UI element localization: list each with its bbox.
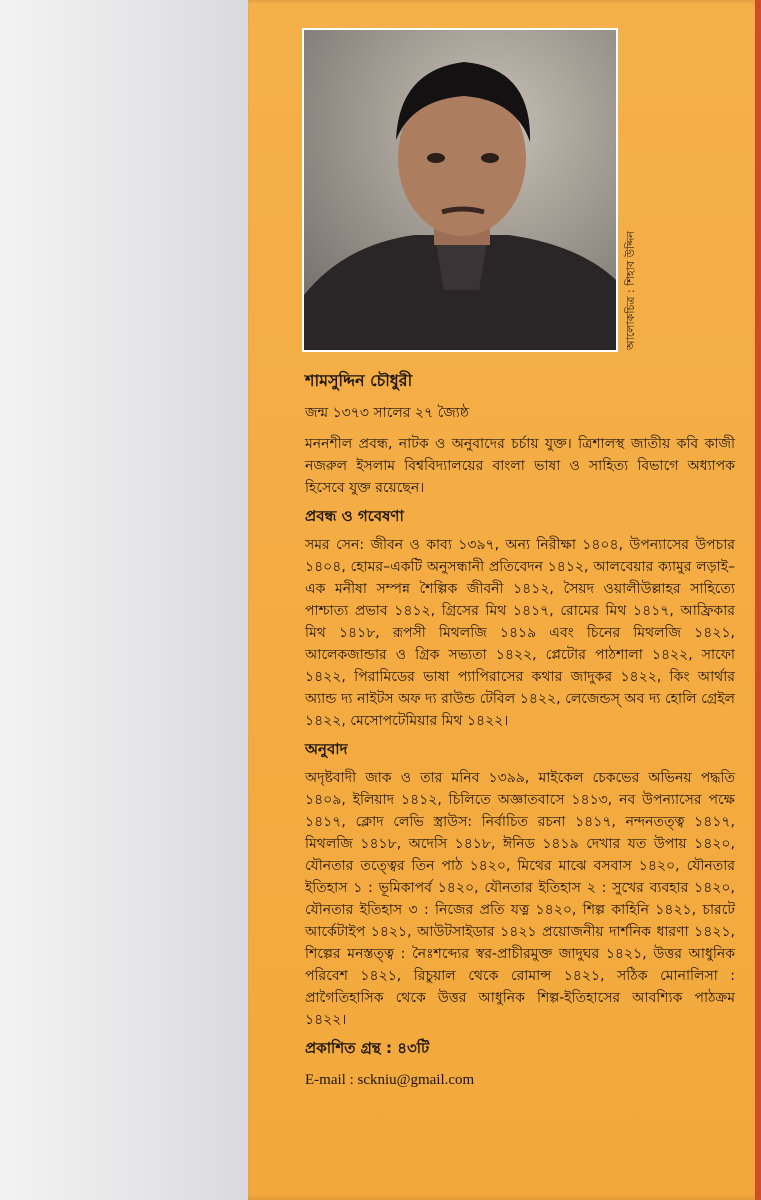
- translations-list: অদৃষ্টবাদী জাক ও তার মনিব ১৩৯৯, মাইকেল চেকভের অভিনয় পদ্ধতি ১৪০৯, ইলিয়াদ ১৪১২, চিলিতে অজ্ঞাতবাসে ১৪১৩, নব উপন্যাসের পক্ষে ১৪১৭, ক্লোদ লেভি স্ত্রাউস: নির্বাচিত রচনা ১৪১৭, নন্দনতত্ত্ব ১৪১৭, মিথলজি ১৪১৮, অদেসি ১৪১৮, ঈনিড ১৪১৯ দেখার যত উপায় ১৪২০, যৌনতার তত্ত্বের তিন পাঠ ১৪২০, মিথের মাঝে বসবাস ১৪২০, যৌনতার ইতিহাস ১ : ভূমিকাপর্ব ১৪২০, যৌনতার ইতিহাস ২ : সুখের ব্যবহার ১৪২০, যৌনতার ইতিহাস ৩ : নিজের প্রতি যত্ন ১৪২০, শিল্প কাহিনি ১৪২১, চারটে আর্কেটাইপ ১৪২১, আউটসাইডার ১৪২১ প্রয়োজনীয় দার্শনিক ধারণা ১৪২১, শিল্পের মনস্তত্ত্ব : নৈঃশব্দ্যের স্বর-প্রাচীরমুক্ত জাদুঘর ১৪২১, উত্তর আধুনিক পরিবেশ ১৪২১, রিচুয়াল থেকে রোমান্স ১৪২১, সঠিক মোনালিসা : প্রাগৈতিহাসিক থেকে উত্তর আধুনিক শিল্প-ইতিহাসের আবশ্যিক পাঠক্রম ১৪২২।: [305, 770, 735, 1028]
- author-portrait-image: [304, 30, 616, 350]
- translations-heading: অনুবাদ: [305, 740, 348, 758]
- author-email: E-mail : sckniu@gmail.com: [305, 1072, 475, 1088]
- essays-list: সমর সেন: জীবন ও কাব্য ১৩৯৭, অন্য নিরীক্ষা ১৪০৪, উপন্যাসের উপচার ১৪০৪, হোমর–একটি অনুসন্ধানী প্রতিবেদন ১৪১২, আলবেয়ার ক্যামুর লড়াই–এক মনীষা সম্পন্ন শৈল্পিক জীবনী ১৪১২, সৈয়দ ওয়ালীউল্লাহর সাহিত্যে পাশ্চাত্য প্রভাব ১৪১২, গ্রিসের মিথ ১৪১৭, রোমের মিথ ১৪১৭, আফ্রিকার মিথ ১৪১৮, রূপসী মিথলজি ১৪১৯ এবং চিনের মিথলজি ১৪২১, আলেকজান্ডার ও গ্রিক সভ্যতা ১৪২২, প্লেটোর পাঠশালা ১৪২২, সাফো ১৪২২, পিরামিডের ভাষা প্যাপিরাসের কথার জাদুকর ১৪২২, কিং আর্থার অ্যান্ড দ্য নাইটস অফ দ্য রাউন্ড টেবিল ১৪২২, লেজেন্ডস্ অব দ্য হোলি গ্রেইল ১৪২২, মেসোপটেমিয়ার মিথ ১৪২২।: [305, 537, 735, 729]
- author-bio: মননশীল প্রবন্ধ, নাটক ও অনুবাদের চর্চায় যুক্ত। ত্রিশালস্থ জাতীয় কবি কাজী নজরুল ইসলাম বিশ্ববিদ্যালয়ের বাংলা ভাষা ও সাহিত্য বিভাগে অধ্যাপক হিসেবে যুক্ত রয়েছেন।: [305, 436, 735, 496]
- essays-heading: প্রবন্ধ ও গবেষণা: [305, 507, 404, 525]
- left-page-edge: [0, 0, 248, 1200]
- author-birth: জন্ম ১৩৭৩ সালের ২৭ জ্যৈষ্ঠ: [305, 405, 469, 421]
- cover-edge: [755, 0, 761, 1200]
- photo-credit: আলোকচিত্র : শিহাব উদ্দিন: [624, 231, 637, 350]
- author-photo: [302, 28, 618, 352]
- published-books-count: প্রকাশিত গ্রন্থ : ৪৩টি: [305, 1039, 430, 1057]
- author-bio-section: [305, 368, 735, 1089]
- author-name: শামসুদ্দিন চৌধুরী: [305, 371, 413, 390]
